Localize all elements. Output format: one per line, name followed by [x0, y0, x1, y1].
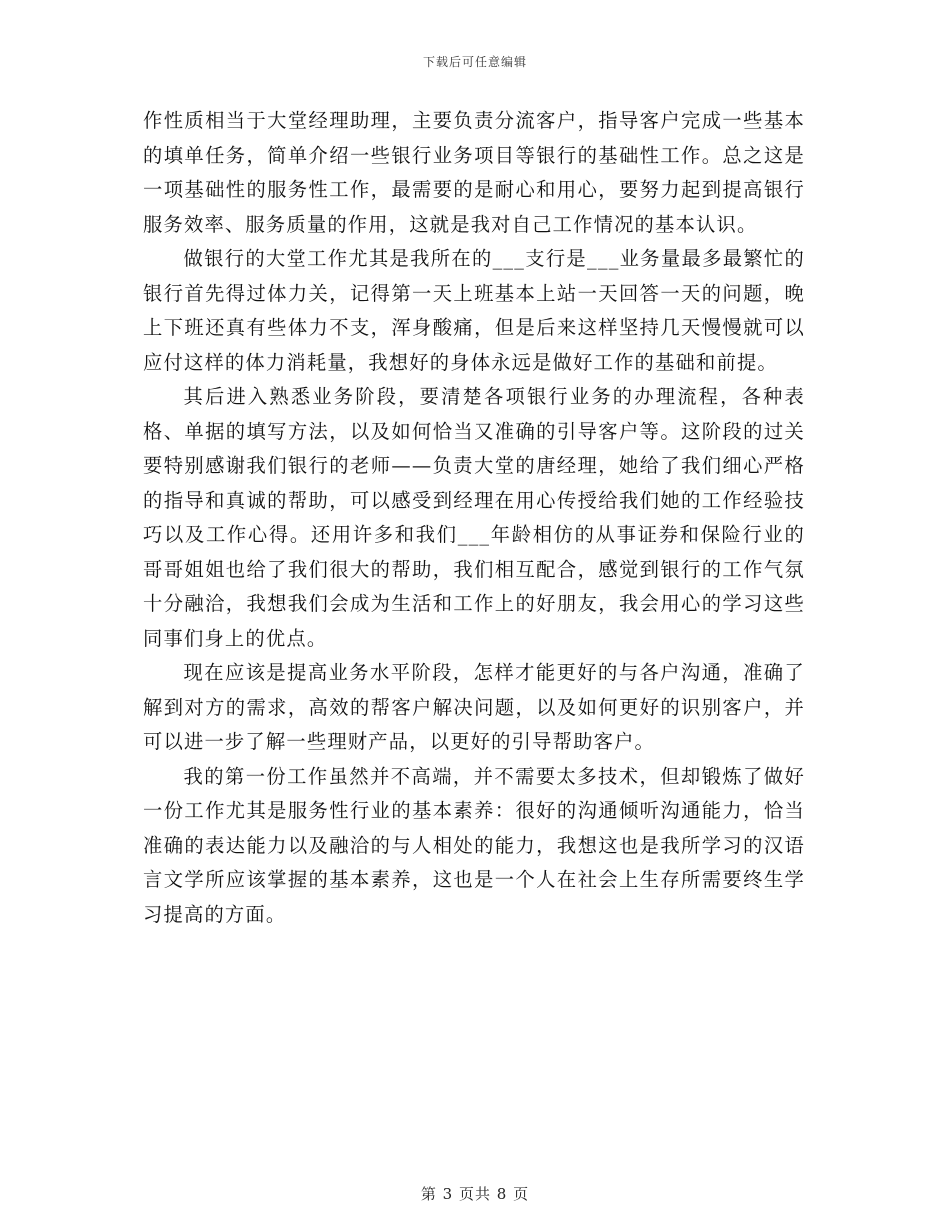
page-number-footer: 第 3 页共 8 页 — [420, 1185, 530, 1203]
document-body — [143, 104, 805, 932]
paragraph: 做银行的大堂工作尤其是我所在的___支行是___业务量最多最繁忙的银行首先得过体力关，记得第一天上班基本上站一天回答一天的问题，晚上下班还真有些体力不支，浑身酸痛，但是后来这样坚持几天慢慢就可以应付这样的体力消耗量，我想好的身体永远是做好工作的基础和前提。 — [143, 247, 805, 374]
paragraph: 现在应该是提高业务水平阶段，怎样才能更好的与各户沟通，准确了解到对方的需求，高效的帮客户解决问题，以及如何更好的识别客户，并可以进一步了解一些理财产品，以更好的引导帮助客户。 — [143, 661, 805, 753]
paragraph: 我的第一份工作虽然并不高端，并不需要太多技术，但却锻炼了做好一份工作尤其是服务性行业的基本素养：很好的沟通倾听沟通能力，恰当准确的表达能力以及融洽的与人相处的能力，我想这也是我所学习的汉语言文学所应该掌握的基本素养，这也是一个人在社会上生存所需要终生学习提高的方面。 — [143, 764, 805, 926]
paragraph-continued: 作性质相当于大堂经理助理，主要负责分流客户，指导客户完成一些基本的填单任务，简单介绍一些银行业务项目等银行的基础性工作。总之这是一项基础性的服务性工作，最需要的是耐心和用心，要努力起到提高银行服务效率、服务质量的作用，这就是我对自己工作情况的基本认识。 — [143, 109, 805, 236]
paragraph: 其后进入熟悉业务阶段，要清楚各项银行业务的办理流程，各种表格、单据的填写方法，以及如何恰当又准确的引导客户等。这阶段的过关要特别感谢我们银行的老师——负责大堂的唐经理，她给了我们细心严格的指导和真诚的帮助，可以感受到经理在用心传授给我们她的工作经验技巧以及工作心得。还用许多和我们___年龄相仿的从事证券和保险行业的哥哥姐姐也给了我们很大的帮助，我们相互配合，感觉到银行的工作气氛十分融洽，我想我们会成为生活和工作上的好朋友，我会用心的学习这些同事们身上的优点。 — [143, 385, 805, 650]
page-header: 下载后可任意编辑 — [422, 55, 527, 69]
